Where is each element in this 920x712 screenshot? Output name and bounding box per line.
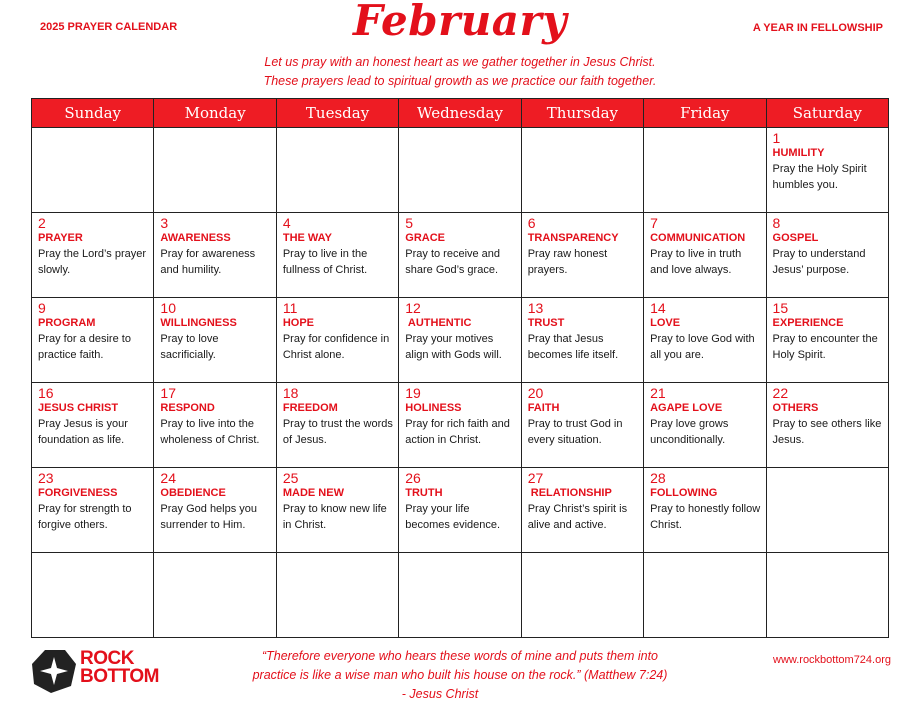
day-theme: RESPOND bbox=[160, 402, 215, 414]
quote-line: practice is like a wise man who built his house on the rock.” (Matthew 7:24) bbox=[252, 668, 668, 682]
day-prayer: Pray that Jesus becomes life itself. bbox=[527, 333, 619, 361]
day-prayer: Pray love grows unconditionally. bbox=[650, 418, 729, 446]
day-number: 3 bbox=[160, 215, 169, 231]
day-prayer: Pray to encounter the Holy Spirit. bbox=[772, 333, 878, 361]
rock-shield-icon bbox=[31, 648, 77, 694]
week-row bbox=[32, 383, 889, 468]
empty-day-cell bbox=[521, 553, 643, 638]
day-prayer: Pray to see others like Jesus. bbox=[772, 418, 882, 446]
empty-day-cell bbox=[32, 553, 154, 638]
week-row bbox=[32, 298, 889, 383]
day-number: 9 bbox=[38, 300, 46, 316]
day-prayer: Pray Christ’s spirit is alive and active. bbox=[527, 503, 628, 531]
day-theme: EXPERIENCE bbox=[772, 317, 844, 329]
day-cell bbox=[276, 383, 398, 468]
day-cell bbox=[276, 468, 398, 553]
day-number: 5 bbox=[405, 215, 414, 231]
day-prayer: Pray for a desire to practice faith. bbox=[38, 333, 131, 361]
day-number: 13 bbox=[527, 300, 544, 316]
day-theme: AUTHENTIC bbox=[405, 317, 472, 329]
day-cell bbox=[399, 468, 521, 553]
day-prayer: Pray to trust God in every situation. bbox=[527, 418, 623, 446]
day-theme: JESUS CHRIST bbox=[38, 402, 119, 414]
day-cell bbox=[399, 383, 521, 468]
day-number: 15 bbox=[772, 300, 789, 316]
website-link[interactable]: www.rockbottom724.org bbox=[773, 654, 891, 666]
logo-word-rock: ROCK bbox=[80, 648, 134, 669]
day-cell bbox=[766, 298, 888, 383]
day-cell bbox=[154, 298, 276, 383]
day-theme: FREEDOM bbox=[282, 402, 338, 414]
day-prayer: Pray raw honest prayers. bbox=[527, 248, 608, 276]
day-theme: FOLLOWING bbox=[650, 487, 718, 499]
quote-line: “Therefore everyone who hears these words of mine and puts them into bbox=[261, 649, 659, 663]
day-number: 14 bbox=[650, 300, 666, 316]
day-theme: THE WAY bbox=[282, 232, 332, 244]
day-theme: OTHERS bbox=[772, 402, 819, 414]
weekday-header-monday: Monday bbox=[154, 99, 276, 128]
empty-day-cell bbox=[276, 553, 398, 638]
day-cell bbox=[32, 213, 154, 298]
day-prayer: Pray for strength to forgive others. bbox=[38, 503, 132, 531]
empty-day-cell bbox=[154, 128, 276, 213]
day-prayer: Pray for awareness and humility. bbox=[160, 248, 256, 276]
day-theme: TRANSPARENCY bbox=[527, 232, 619, 244]
day-prayer: Pray to love God with all you are. bbox=[650, 333, 755, 361]
day-number: 12 bbox=[405, 300, 421, 316]
quote-attribution: - Jesus Christ bbox=[401, 687, 479, 701]
day-prayer: Pray to understand Jesus’ purpose. bbox=[772, 248, 866, 276]
day-prayer: Pray to live in truth and love always. bbox=[650, 248, 742, 276]
day-number: 25 bbox=[282, 470, 299, 486]
scripture-quote bbox=[230, 647, 690, 704]
week-row bbox=[32, 213, 889, 298]
day-prayer: Pray to live in the fullness of Christ. bbox=[282, 248, 368, 276]
intro-line: These prayers lead to spiritual growth as we practice our faith together. bbox=[263, 74, 657, 88]
day-number: 2 bbox=[38, 215, 46, 231]
day-cell bbox=[399, 298, 521, 383]
day-theme: HOLINESS bbox=[405, 402, 462, 414]
day-prayer: Pray your motives align with Gods will. bbox=[405, 333, 502, 361]
day-prayer: Pray to love sacrificially. bbox=[160, 333, 219, 361]
day-prayer: Pray to know new life in Christ. bbox=[282, 503, 387, 531]
empty-day-cell bbox=[766, 553, 888, 638]
day-cell bbox=[521, 213, 643, 298]
weekday-header-saturday: Saturday bbox=[766, 99, 888, 128]
day-cell bbox=[276, 213, 398, 298]
day-number: 20 bbox=[527, 385, 544, 401]
day-number: 8 bbox=[772, 215, 781, 231]
day-prayer: Pray your life becomes evidence. bbox=[405, 503, 501, 531]
day-number: 6 bbox=[527, 215, 536, 231]
weekday-header-row bbox=[32, 99, 889, 128]
day-theme: COMMUNICATION bbox=[650, 232, 746, 244]
day-prayer: Pray to receive and share God’s grace. bbox=[405, 248, 501, 276]
empty-day-cell bbox=[644, 553, 766, 638]
day-theme: FAITH bbox=[527, 402, 560, 414]
day-cell bbox=[644, 383, 766, 468]
day-cell bbox=[644, 468, 766, 553]
day-prayer: Pray to live into the wholeness of Christ. bbox=[160, 418, 260, 446]
empty-day-cell bbox=[766, 468, 888, 553]
day-cell bbox=[399, 213, 521, 298]
day-theme: TRUTH bbox=[405, 487, 443, 499]
day-number: 26 bbox=[405, 470, 421, 486]
logo-word-bottom: BOTTOM bbox=[80, 666, 159, 687]
day-number: 17 bbox=[160, 385, 176, 401]
day-theme: RELATIONSHIP bbox=[527, 487, 612, 499]
empty-day-cell bbox=[276, 128, 398, 213]
day-theme: WILLINGNESS bbox=[160, 317, 237, 329]
day-cell bbox=[644, 298, 766, 383]
rock-bottom-logo bbox=[31, 646, 159, 696]
day-cell bbox=[154, 383, 276, 468]
calendar-year-label: 2025 PRAYER CALENDAR bbox=[40, 21, 178, 33]
day-theme: LOVE bbox=[650, 317, 681, 329]
day-number: 24 bbox=[160, 470, 176, 486]
series-label: A YEAR IN FELLOWSHIP bbox=[752, 22, 883, 34]
day-number: 28 bbox=[650, 470, 666, 486]
day-number: 23 bbox=[38, 470, 54, 486]
week-row bbox=[32, 553, 889, 638]
day-number: 7 bbox=[650, 215, 658, 231]
day-cell bbox=[154, 468, 276, 553]
day-number: 10 bbox=[160, 300, 176, 316]
day-cell bbox=[766, 128, 888, 213]
weekday-header-sunday: Sunday bbox=[32, 99, 154, 128]
day-theme: PRAYER bbox=[38, 232, 83, 244]
prayer-calendar-grid bbox=[31, 98, 889, 638]
day-theme: OBEDIENCE bbox=[160, 487, 226, 499]
weekday-header-thursday: Thursday bbox=[521, 99, 643, 128]
intro-line: Let us pray with an honest heart as we gather together in Jesus Christ. bbox=[264, 55, 656, 69]
day-theme: GOSPEL bbox=[772, 232, 819, 244]
day-prayer: Pray for rich faith and action in Christ. bbox=[405, 418, 510, 446]
month-title: February bbox=[352, 0, 568, 45]
empty-day-cell bbox=[399, 553, 521, 638]
day-number: 19 bbox=[405, 385, 421, 401]
weekday-header-tuesday: Tuesday bbox=[276, 99, 398, 128]
day-number: 27 bbox=[527, 470, 544, 486]
day-cell bbox=[521, 468, 643, 553]
weekday-header-friday: Friday bbox=[644, 99, 766, 128]
day-number: 11 bbox=[282, 300, 298, 316]
day-cell bbox=[521, 298, 643, 383]
day-prayer: Pray the Holy Spirit humbles you. bbox=[772, 163, 867, 191]
day-theme: HOPE bbox=[282, 317, 315, 329]
empty-day-cell bbox=[154, 553, 276, 638]
empty-day-cell bbox=[32, 128, 154, 213]
day-prayer: Pray to honestly follow Christ. bbox=[650, 503, 761, 531]
day-number: 21 bbox=[650, 385, 666, 401]
empty-day-cell bbox=[521, 128, 643, 213]
intro-text bbox=[0, 53, 920, 91]
day-prayer: Pray Jesus is your foundation as life. bbox=[38, 418, 128, 446]
empty-day-cell bbox=[399, 128, 521, 213]
week-row bbox=[32, 128, 889, 213]
empty-day-cell bbox=[644, 128, 766, 213]
day-cell bbox=[521, 383, 643, 468]
day-cell bbox=[32, 298, 154, 383]
day-prayer: Pray for confidence in Christ alone. bbox=[282, 333, 390, 361]
day-theme: PROGRAM bbox=[38, 317, 96, 329]
day-theme: HUMILITY bbox=[772, 147, 825, 159]
day-cell bbox=[32, 383, 154, 468]
day-cell bbox=[32, 468, 154, 553]
day-cell bbox=[766, 213, 888, 298]
day-cell bbox=[644, 213, 766, 298]
calendar-body bbox=[32, 128, 889, 638]
day-theme: MADE NEW bbox=[282, 487, 344, 499]
day-number: 18 bbox=[282, 385, 299, 401]
day-number: 16 bbox=[38, 385, 54, 401]
day-number: 4 bbox=[282, 215, 291, 231]
day-theme: AGAPE LOVE bbox=[650, 402, 723, 414]
day-theme: TRUST bbox=[527, 317, 565, 329]
weekday-header-wednesday: Wednesday bbox=[399, 99, 521, 128]
day-theme: GRACE bbox=[405, 232, 445, 244]
day-theme: AWARENESS bbox=[160, 232, 231, 244]
day-theme: FORGIVENESS bbox=[38, 487, 118, 499]
day-cell bbox=[766, 383, 888, 468]
day-prayer: Pray God helps you surrender to Him. bbox=[160, 503, 258, 531]
day-cell bbox=[154, 213, 276, 298]
day-number: 22 bbox=[772, 385, 789, 401]
day-number: 1 bbox=[772, 130, 781, 146]
week-row bbox=[32, 468, 889, 553]
day-cell bbox=[276, 298, 398, 383]
day-prayer: Pray the Lord’s prayer slowly. bbox=[38, 248, 147, 276]
day-prayer: Pray to trust the words of Jesus. bbox=[282, 418, 393, 446]
